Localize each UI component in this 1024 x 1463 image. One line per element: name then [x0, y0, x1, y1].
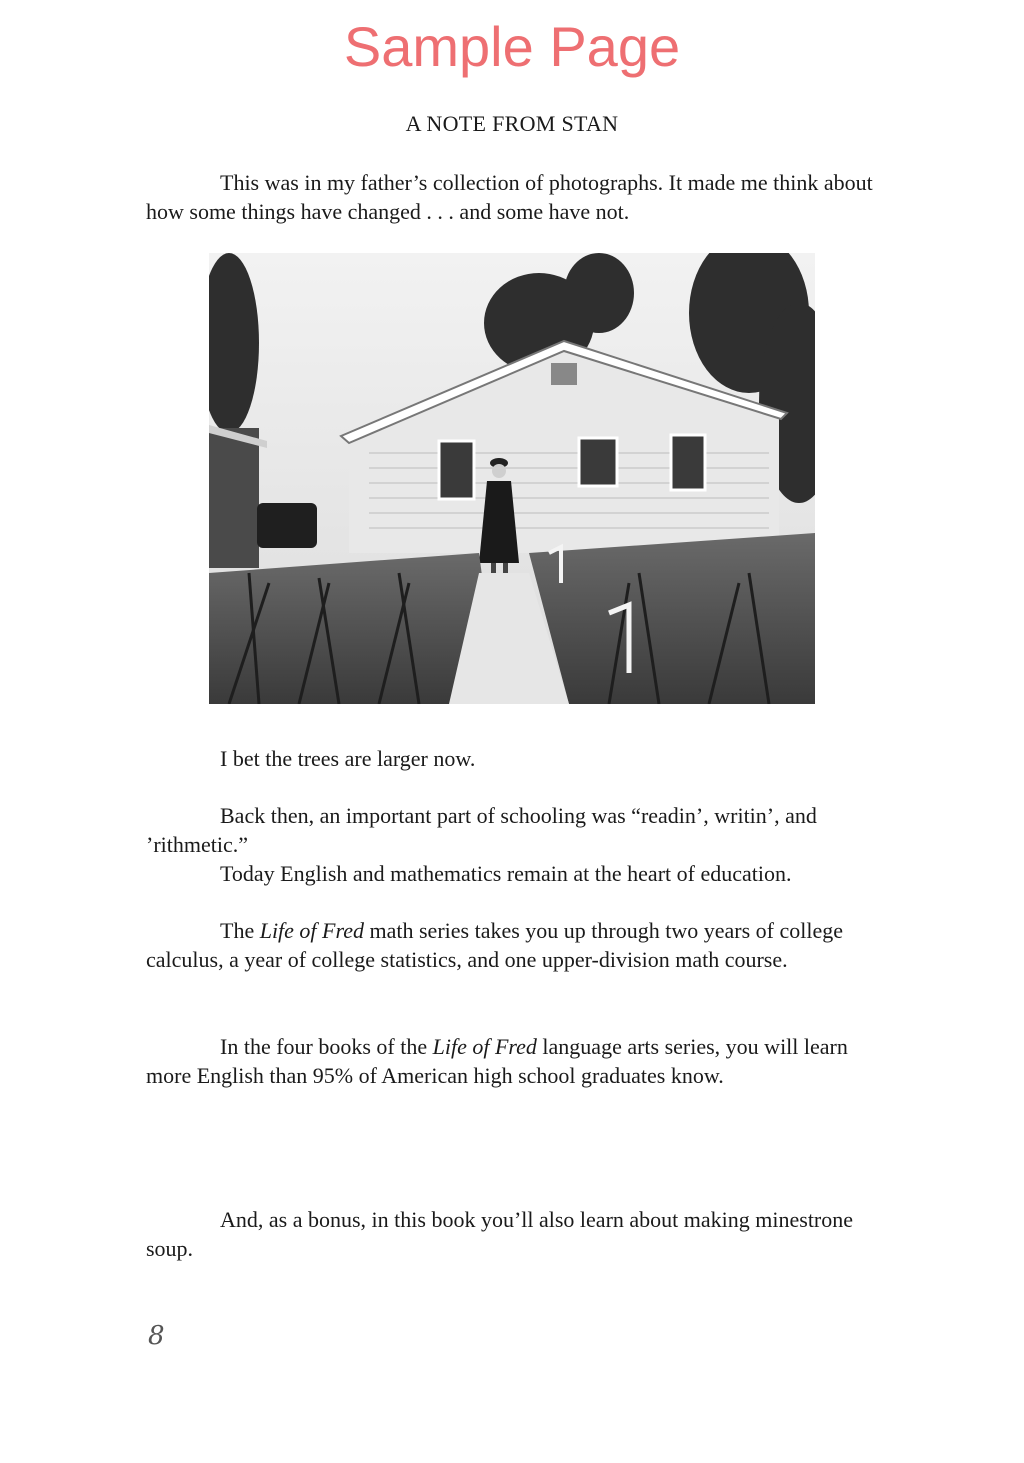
sample-page-watermark: Sample Page [343, 15, 681, 78]
lang-book-title: Life of Fred [432, 1034, 537, 1059]
language-series-paragraph [146, 1032, 876, 1090]
house-photograph [209, 253, 815, 704]
intro-paragraph [146, 168, 876, 226]
trees-paragraph [146, 744, 876, 773]
schooling-text: Back then, an important part of schooling was “readin’, writin’, and ’rithmetic.” [146, 803, 817, 857]
today-text: Today English and mathematics remain at the heart of education. [220, 861, 792, 886]
trees-text: I bet the trees are larger now. [220, 746, 476, 771]
schooling-paragraph [146, 801, 876, 859]
math-pre-text: The [220, 918, 260, 943]
math-book-title: Life of Fred [259, 918, 364, 943]
bonus-text: And, as a bonus, in this book you’ll also learn about making minestrone soup. [146, 1207, 854, 1261]
intro-text: This was in my father’s collection of photographs. It made me think about how some things have changed . . . and some have not. [146, 170, 873, 224]
page-number: 8 [148, 1321, 165, 1351]
bonus-paragraph [146, 1205, 876, 1263]
lang-post-text: language arts series, you will learn more English than 95% of American high school graduates know. [146, 1034, 848, 1088]
lang-pre-text: In the four books of the [220, 1034, 433, 1059]
section-heading: A NOTE FROM STAN [405, 111, 619, 136]
today-paragraph [146, 859, 876, 888]
math-post-text: math series takes you up through two years of college calculus, a year of college statistics, and one upper-division math course. [146, 918, 843, 972]
math-series-paragraph [146, 916, 876, 974]
